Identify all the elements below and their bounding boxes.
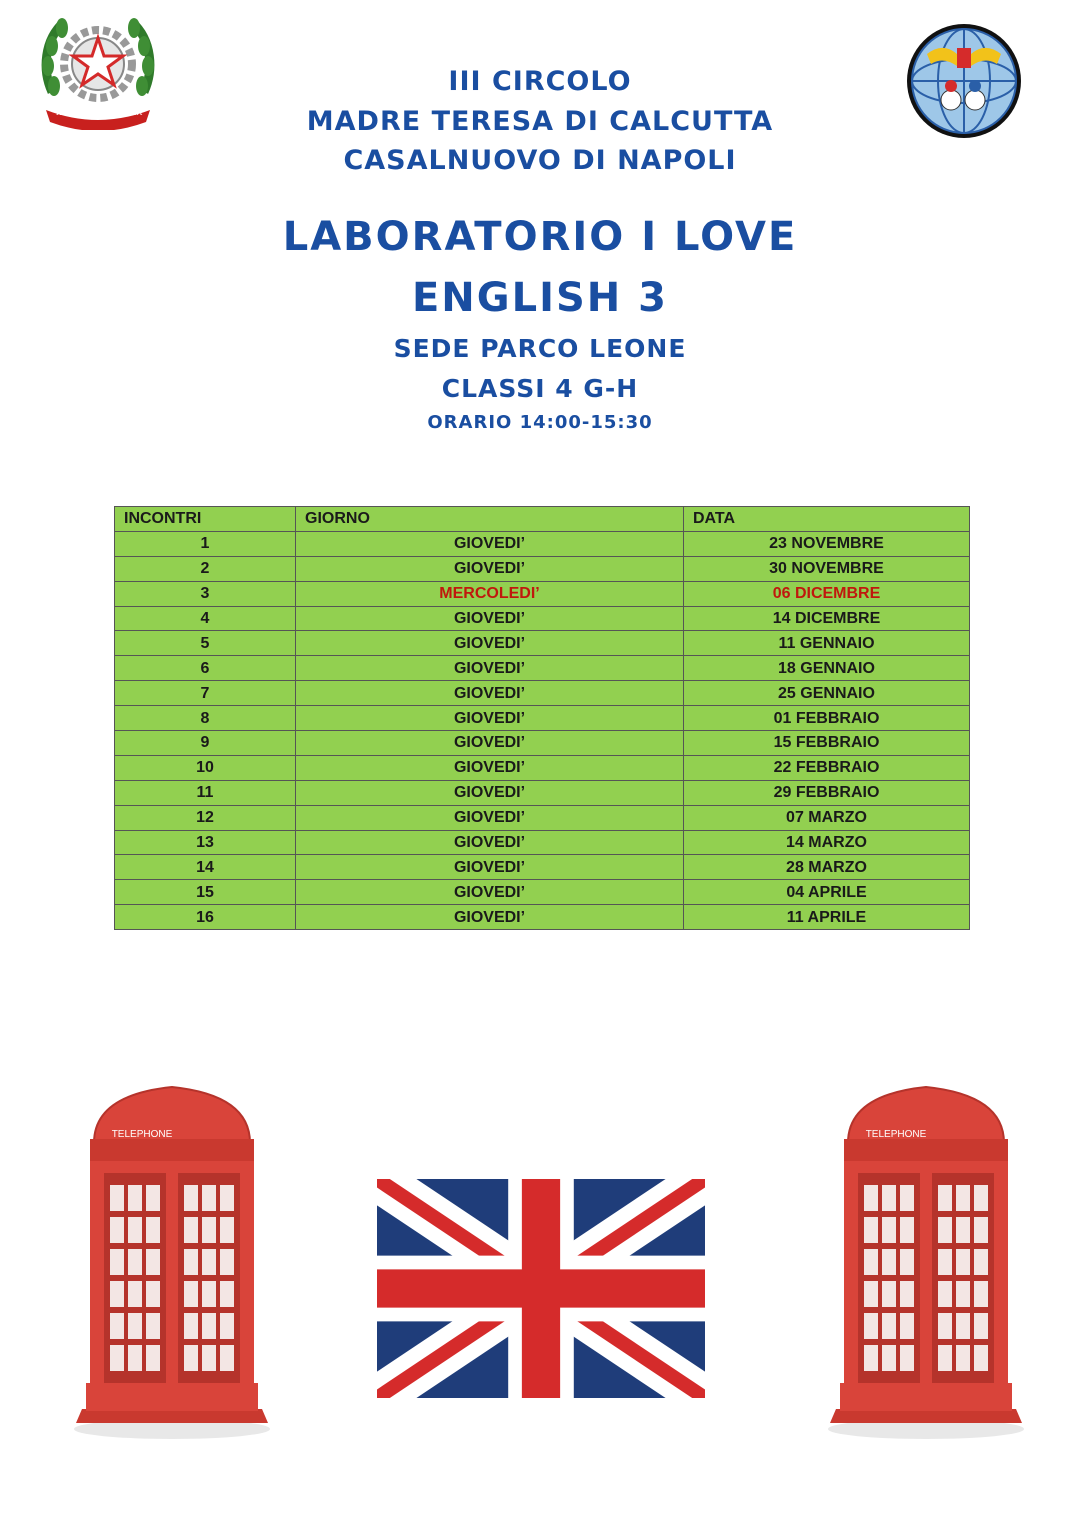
meeting-number: 14 xyxy=(115,855,296,880)
table-row xyxy=(115,706,970,731)
meeting-day: GIOVEDI’ xyxy=(296,880,684,905)
table-row xyxy=(115,905,970,930)
meeting-day: GIOVEDI’ xyxy=(296,780,684,805)
classes-label: CLASSI 4 G-H xyxy=(441,374,639,403)
column-header-giorno: GIORNO xyxy=(296,507,684,532)
table-row xyxy=(115,531,970,556)
meeting-date: 28 MARZO xyxy=(684,855,970,880)
meeting-day: GIOVEDI’ xyxy=(296,681,684,706)
meeting-number: 13 xyxy=(115,830,296,855)
meeting-number: 9 xyxy=(115,731,296,756)
meeting-number: 16 xyxy=(115,905,296,930)
meeting-date: 25 GENNAIO xyxy=(684,681,970,706)
table-row xyxy=(115,855,970,880)
meeting-number: 8 xyxy=(115,706,296,731)
school-name-line3: CASALNUOVO DI NAPOLI xyxy=(343,145,737,176)
column-header-incontri: INCONTRI xyxy=(115,507,296,532)
page-title-line1: LABORATORIO I LOVE xyxy=(282,214,798,260)
school-name-line1: III CIRCOLO xyxy=(448,66,632,97)
meeting-number: 11 xyxy=(115,780,296,805)
schedule-table xyxy=(114,506,970,930)
meeting-number: 7 xyxy=(115,681,296,706)
meeting-day: GIOVEDI’ xyxy=(296,531,684,556)
meeting-day: GIOVEDI’ xyxy=(296,855,684,880)
table-row xyxy=(115,780,970,805)
meeting-number: 1 xyxy=(115,531,296,556)
meeting-date: 14 MARZO xyxy=(684,830,970,855)
meeting-day: MERCOLEDI’ xyxy=(296,581,684,606)
table-row xyxy=(115,656,970,681)
table-row xyxy=(115,606,970,631)
meeting-number: 10 xyxy=(115,755,296,780)
table-row-highlighted xyxy=(115,581,970,606)
booth-sign: TELEPHONE xyxy=(865,1129,927,1140)
meeting-day: GIOVEDI’ xyxy=(296,755,684,780)
school-name-line2: MADRE TERESA DI CALCUTTA xyxy=(306,106,774,137)
meeting-day: GIOVEDI’ xyxy=(296,830,684,855)
meeting-date: 22 FEBBRAIO xyxy=(684,755,970,780)
meeting-date: 15 FEBBRAIO xyxy=(684,731,970,756)
telephone-booth-right xyxy=(826,1083,1026,1443)
emblem-text: REPVBBLICA ITALIANA xyxy=(55,109,143,117)
meeting-date: 29 FEBBRAIO xyxy=(684,780,970,805)
meeting-date: 23 NOVEMBRE xyxy=(684,531,970,556)
meeting-day: GIOVEDI’ xyxy=(296,731,684,756)
meeting-number: 3 xyxy=(115,581,296,606)
meeting-day: GIOVEDI’ xyxy=(296,631,684,656)
meeting-date: 18 GENNAIO xyxy=(684,656,970,681)
meeting-day: GIOVEDI’ xyxy=(296,706,684,731)
meeting-date: 14 DICEMBRE xyxy=(684,606,970,631)
meeting-date: 07 MARZO xyxy=(684,805,970,830)
meeting-number: 6 xyxy=(115,656,296,681)
telephone-booth-left xyxy=(72,1083,272,1443)
meeting-date: 30 NOVEMBRE xyxy=(684,556,970,581)
table-row xyxy=(115,755,970,780)
meeting-date: 04 APRILE xyxy=(684,880,970,905)
meeting-number: 4 xyxy=(115,606,296,631)
meeting-date: 01 FEBBRAIO xyxy=(684,706,970,731)
meeting-day: GIOVEDI’ xyxy=(296,606,684,631)
meeting-number: 15 xyxy=(115,880,296,905)
table-header-row xyxy=(115,507,970,532)
meeting-date: 11 APRILE xyxy=(684,905,970,930)
union-jack-flag xyxy=(377,1179,705,1398)
schedule-time: ORARIO 14:00-15:30 xyxy=(427,412,653,433)
meeting-date: 06 DICEMBRE xyxy=(684,581,970,606)
venue-label: SEDE PARCO LEONE xyxy=(393,334,687,363)
table-row xyxy=(115,880,970,905)
table-row xyxy=(115,830,970,855)
meeting-day: GIOVEDI’ xyxy=(296,556,684,581)
table-row xyxy=(115,631,970,656)
meeting-day: GIOVEDI’ xyxy=(296,805,684,830)
meeting-date: 11 GENNAIO xyxy=(684,631,970,656)
table-row xyxy=(115,681,970,706)
booth-sign: TELEPHONE xyxy=(111,1129,173,1140)
column-header-data: DATA xyxy=(684,507,970,532)
page-title-line2: ENGLISH 3 xyxy=(411,275,669,321)
table-row xyxy=(115,731,970,756)
meeting-day: GIOVEDI’ xyxy=(296,905,684,930)
meeting-day: GIOVEDI’ xyxy=(296,656,684,681)
meeting-number: 12 xyxy=(115,805,296,830)
table-row xyxy=(115,805,970,830)
meeting-number: 5 xyxy=(115,631,296,656)
meeting-number: 2 xyxy=(115,556,296,581)
table-row xyxy=(115,556,970,581)
